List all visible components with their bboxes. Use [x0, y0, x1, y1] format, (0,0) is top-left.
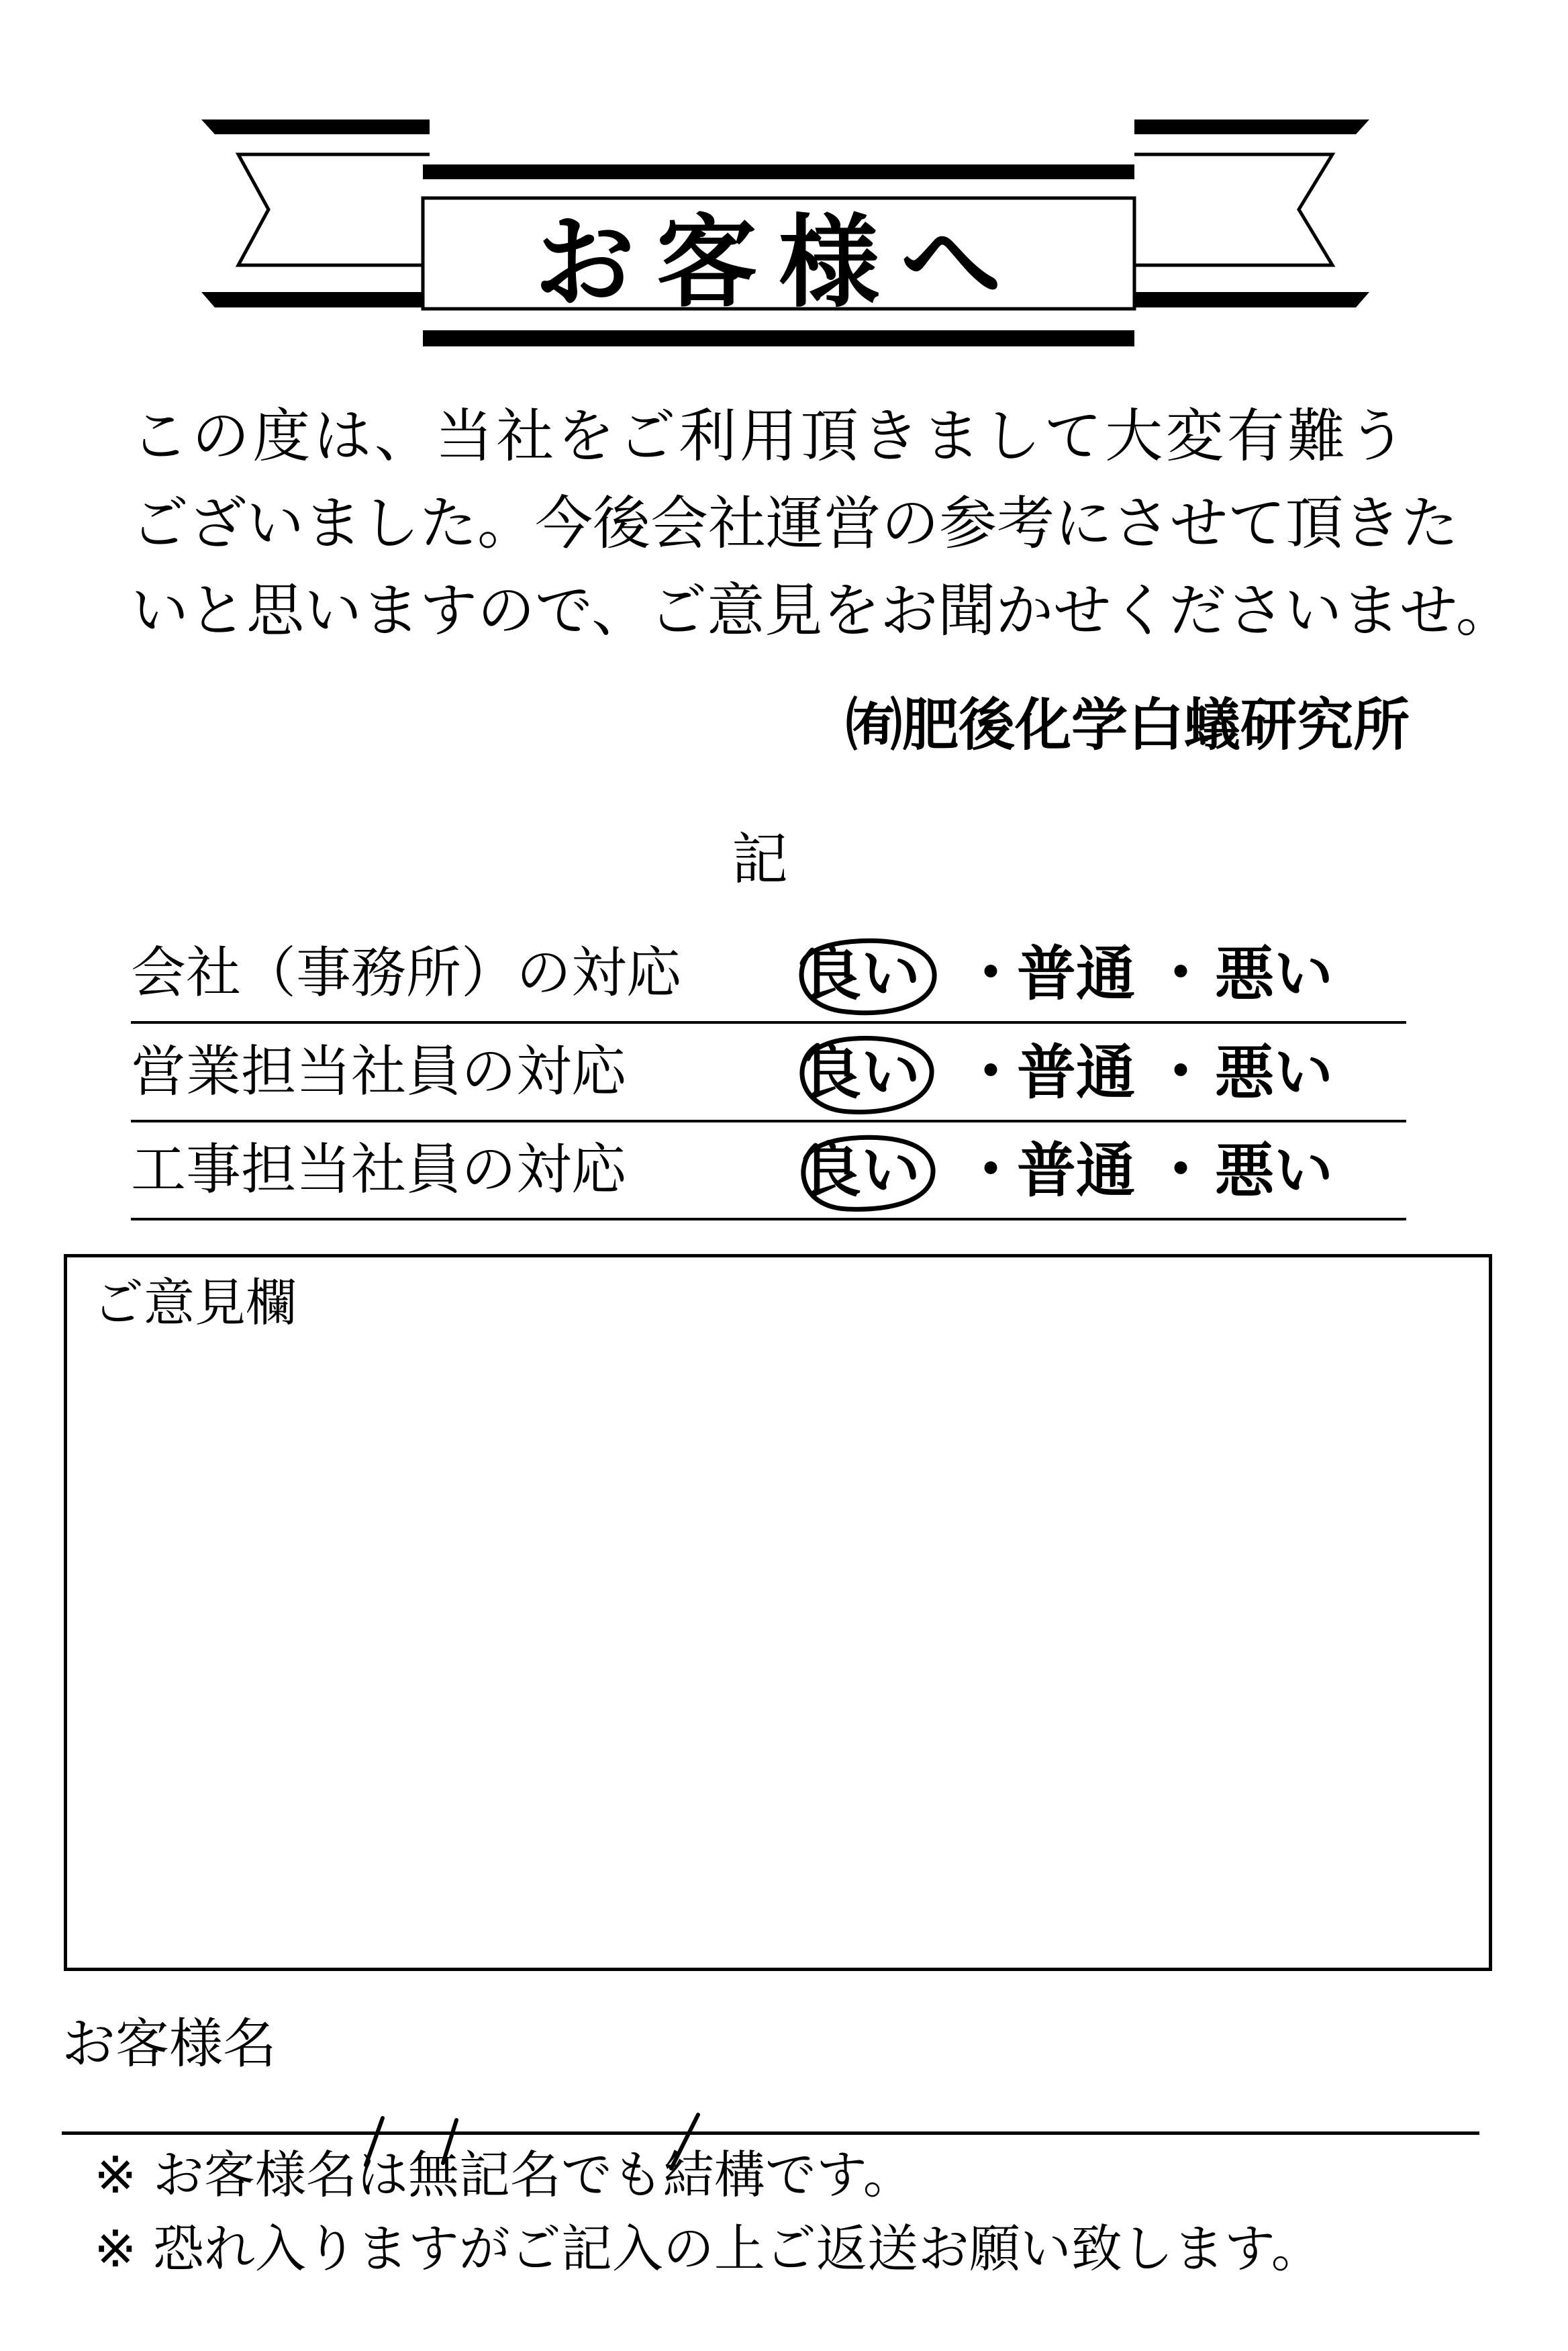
selection-circle	[785, 1022, 946, 1122]
option-separator: ・	[961, 1037, 1021, 1106]
rating-row-label: 会社（事務所）の対応	[131, 941, 682, 1005]
option-bad[interactable]: 悪い	[1215, 1037, 1334, 1107]
rating-row-label: 営業担当社員の対応	[131, 1040, 627, 1104]
note-return: ※ 恐れ入りますがご記入の上ご返送お願い致します。	[94, 2219, 1322, 2278]
option-normal[interactable]: 普通	[1017, 939, 1136, 1008]
option-normal[interactable]: 普通	[1017, 1037, 1136, 1107]
row-divider	[131, 1218, 1406, 1220]
option-separator: ・	[1151, 939, 1211, 1008]
selection-circle	[785, 923, 946, 1024]
option-bad[interactable]: 悪い	[1215, 1135, 1334, 1205]
opinion-textarea[interactable]	[64, 1254, 1492, 1971]
intro-line-2: ございました。今後会社運営の参考にさせて頂きた	[131, 490, 1459, 557]
company-name: ㈲肥後化学白蟻研究所	[845, 692, 1410, 758]
option-good[interactable]: 良い	[802, 939, 921, 1008]
option-good[interactable]: 良い	[802, 1135, 921, 1205]
customer-name-field[interactable]	[62, 2131, 1479, 2135]
opinion-label: ご意見欄	[93, 1273, 297, 1333]
option-separator: ・	[1151, 1135, 1211, 1204]
customer-name-label: お客様名	[62, 2013, 277, 2075]
note-anonymous: ※ お客様名は無記名でも結構です。	[94, 2145, 914, 2205]
intro-line-1: この度は、当社をご利用頂きまして大変有難う	[131, 403, 1406, 470]
option-separator: ・	[961, 1135, 1021, 1204]
page-title: お客様へ	[534, 203, 1023, 322]
selection-circle	[785, 1120, 946, 1220]
option-separator: ・	[1151, 1037, 1211, 1106]
option-normal[interactable]: 普通	[1017, 1135, 1136, 1205]
rating-row-construction	[131, 1120, 1406, 1220]
rating-row-sales	[131, 1022, 1406, 1122]
rating-row-label: 工事担当社員の対応	[131, 1138, 627, 1202]
rating-row-office	[131, 923, 1406, 1024]
option-good[interactable]: 良い	[802, 1037, 921, 1107]
ki-heading: 記	[732, 826, 789, 892]
option-bad[interactable]: 悪い	[1215, 939, 1334, 1008]
option-separator: ・	[961, 939, 1021, 1008]
intro-line-3: いと思いますので、ご意見をお聞かせくださいませ。	[131, 577, 1514, 644]
